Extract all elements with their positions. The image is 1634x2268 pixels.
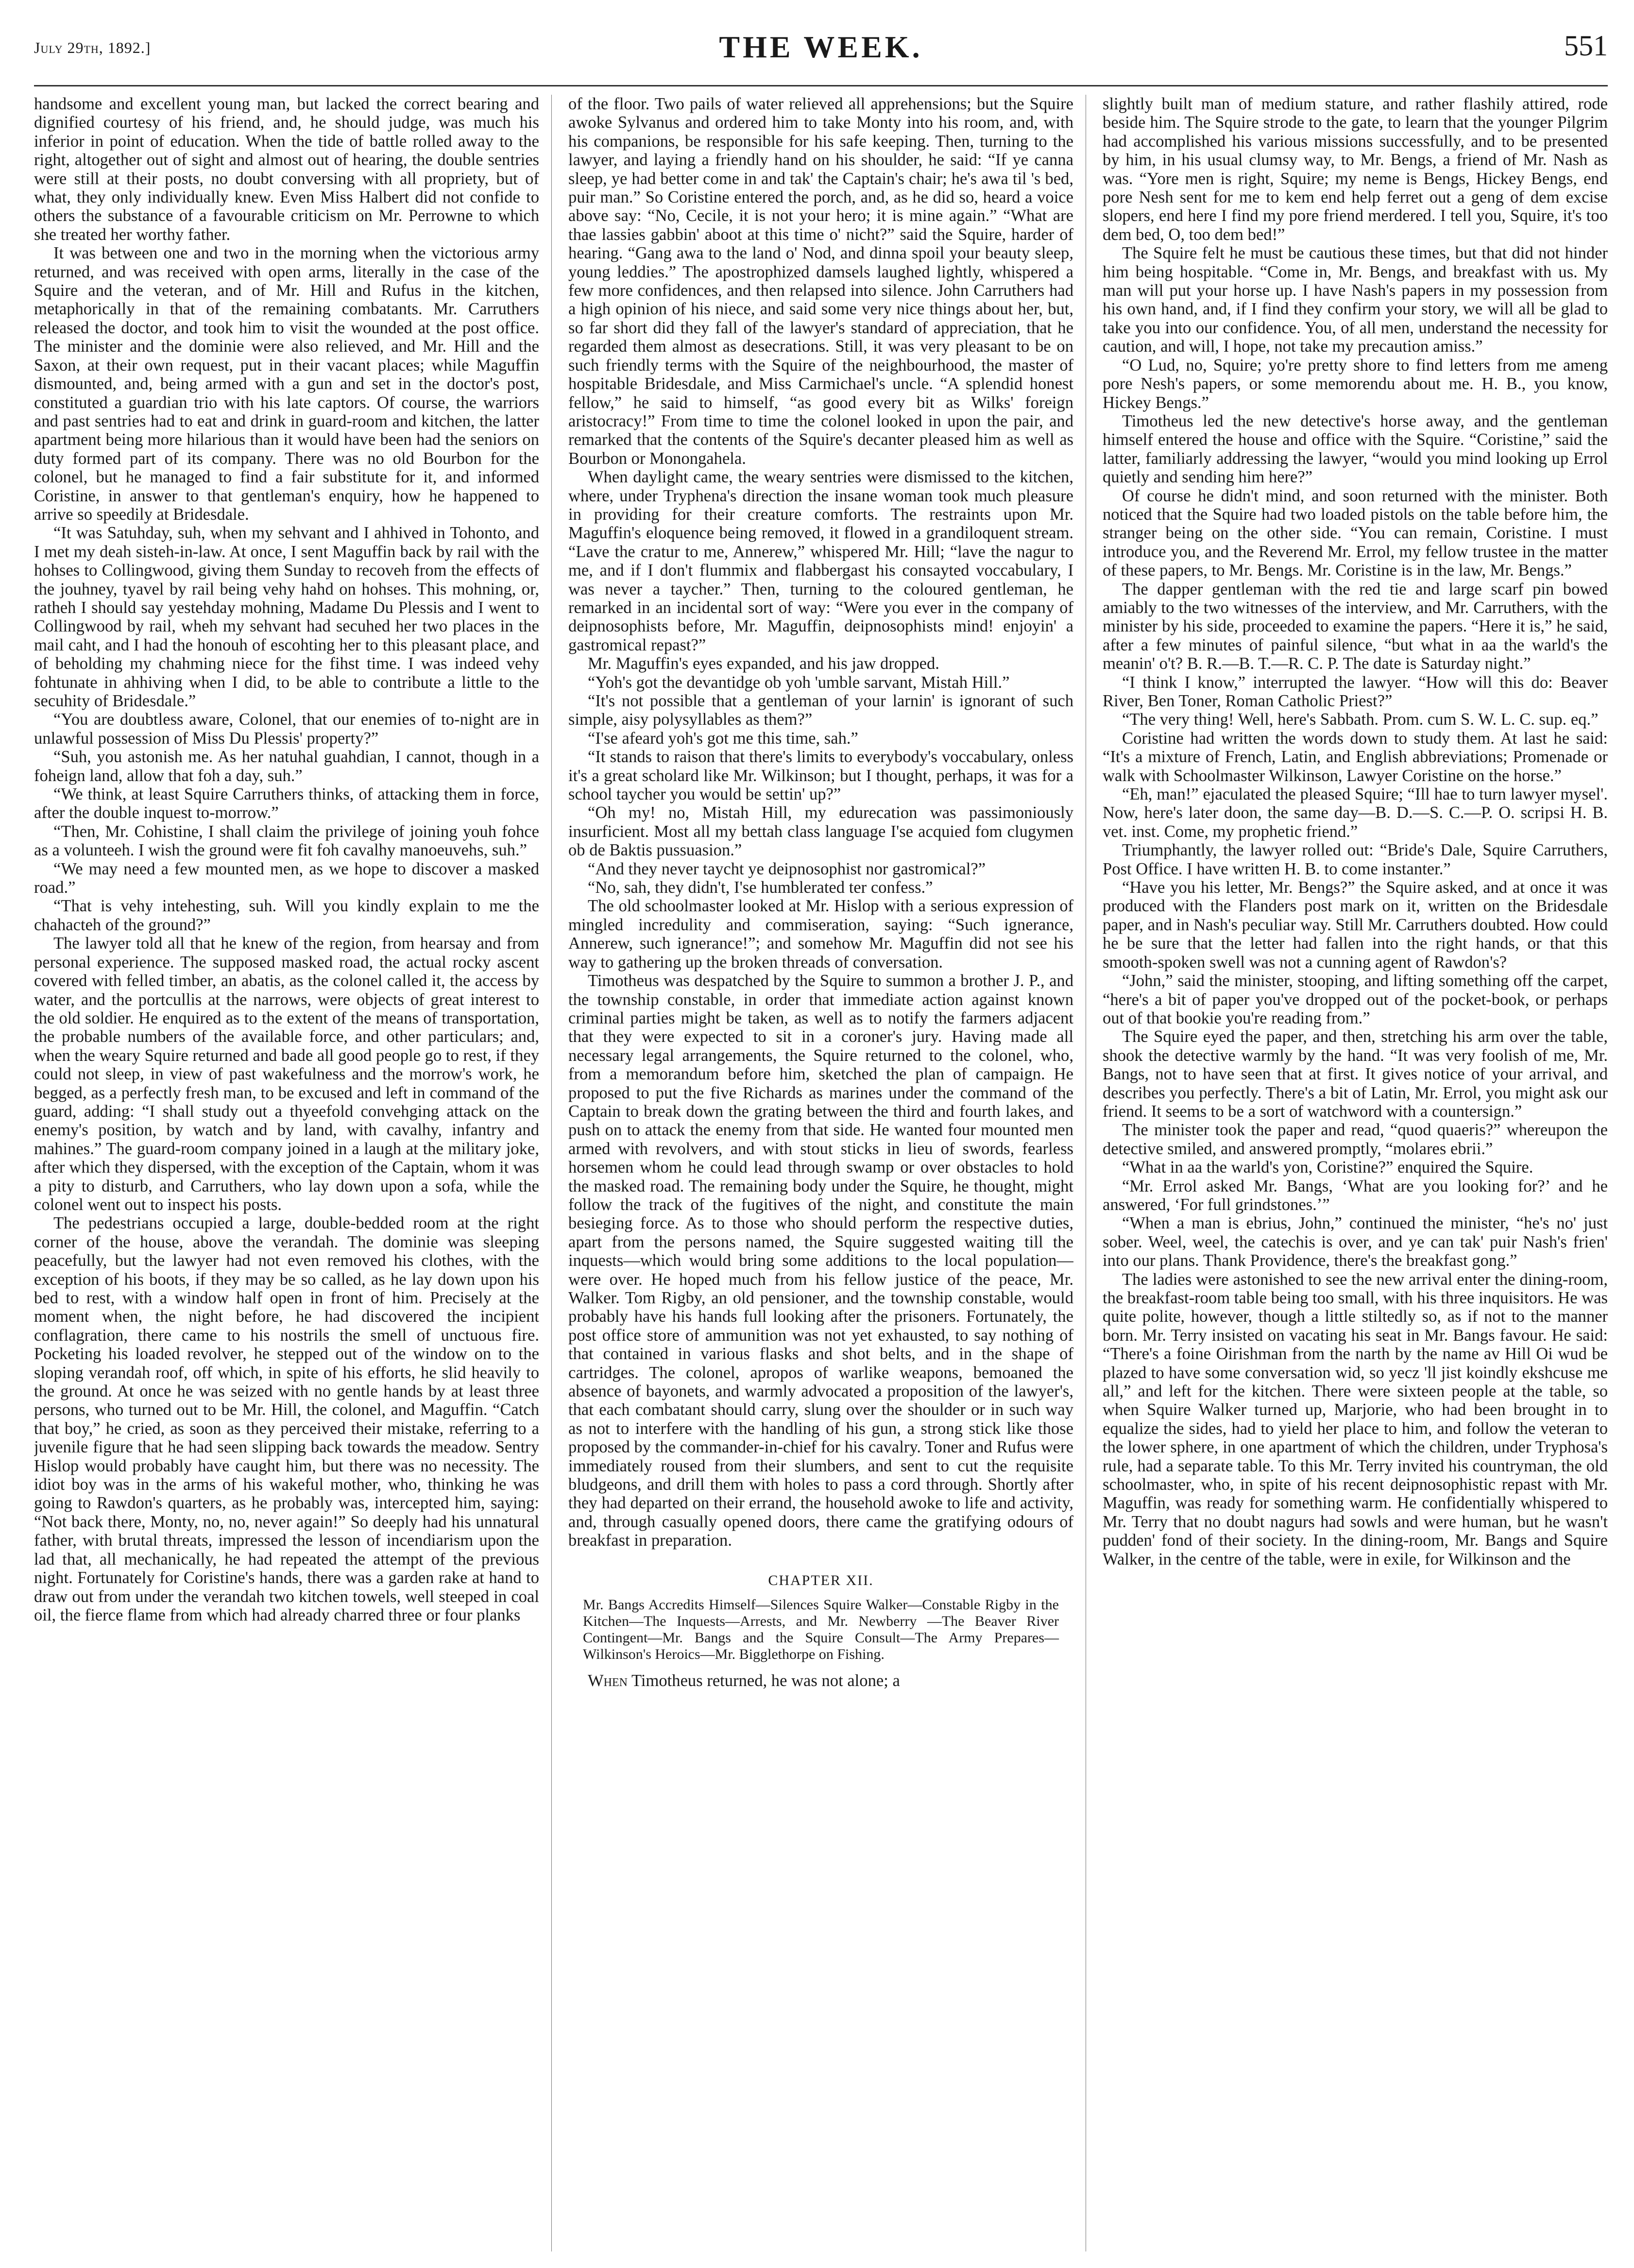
paragraph: Coristine had written the words down to study them. At last he said: “It's a mixture of French, Latin, and English abbreviations; Promenade or walk with Schoolmaster Wilkinson, Lawyer Coristine on the horse.” xyxy=(1103,729,1608,785)
masthead xyxy=(34,19,1608,78)
header-rule xyxy=(34,85,1608,86)
chapter-synopsis: Mr. Bangs Accredits Himself—Silences Squire Walker—Constable Rigby in the Kitchen—The Inquests—Arrests, and Mr. Newberry —The Beaver River Contingent—Mr. Bangs and the Squire Consult—The Army Prepares—Wilkinson's Heroics—Mr. Bigglethorpe on Fishing. xyxy=(583,1597,1059,1663)
paragraph: “Have you his letter, Mr. Bengs?” the Squire asked, and at once it was produced with the Flanders post mark on it, written on the Bridesdale paper, and in Nash's peculiar way. Still Mr. Carruthers doubted. How could he be sure that the letter had fallen into the right hands, or that this smooth-spoken swell was not a cunning agent of Rawdon's? xyxy=(1103,878,1608,972)
paragraph: “It was Satuhday, suh, when my sehvant and I ahhived in Tohonto, and I met my deah sisteh-in-law. At once, I sent Maguffin back by rail with the hohses to Collingwood, giving them Sunday to recoveh from the effects of the jouhney, tyavel by rail being vehy hahd on hohses. This mohning, or, ratheh I should say yestehday mohning, Madame Du Plessis and I went to Collingwood by rail, wheh my sehvant had secuhed her two places in the mail caht, and I had the honouh of escohting her to this pleasant place, and of beholding my chahming niece for the fihst time. I was indeed vehy fohtunate in ahhiving when I did, to be able to contribute a little to the secuhity of Bridesdale.” xyxy=(34,524,539,710)
paragraph: “That is vehy intehesting, suh. Will you kindly explain to me the chahacteh of the ground?” xyxy=(34,897,539,934)
paragraph: “And they never taycht ye deipnosophist nor gastromical?” xyxy=(588,859,986,878)
chapter-opening xyxy=(568,1671,1073,1690)
paragraph: When daylight came, the weary sentries were dismissed to the kitchen, where, under Tryphena's direction the insane woman took much pleasure in providing for their creature comforts. The restraints upon Mr. Maguffin's eloquence being removed, it flowed in a grandiloquent stream. “Lave the cratur to me, Annerew,” whispered Mr. Hill; “lave the nagur to me, and if I don't flummix and flabbergast his consayted voccabulary, I was never a taycher.” Then, turning to the coloured gentleman, he remarked in an incidental sort of way: “Were you ever in the company of deipnosophists before, Mr. Maguffin, deipnosophists mind! enjoyin' a gastromical repast?” xyxy=(568,468,1073,654)
paragraph: “John,” said the minister, stooping, and lifting something off the carpet, “here's a bit of paper you've dropped out of the pocket-book, or perhaps out of that bookie you're reading from.” xyxy=(1103,972,1608,1027)
paragraph: “We may need a few mounted men, as we hope to discover a masked road.” xyxy=(34,859,539,897)
paragraph: The old schoolmaster looked at Mr. Hislop with a serious expression of mingled incredulity and commiseration, saying: “Such ignerance, Annerew, such ignerance!”; and somehow Mr. Maguffin did not see his way to gathering up the broken threads of conversation. xyxy=(568,897,1073,972)
paragraph: Mr. Maguffin's eyes expanded, and his jaw dropped. xyxy=(588,654,939,673)
paragraph: The Squire eyed the paper, and then, stretching his arm over the table, shook the detective warmly by the hand. “It was very foolish of me, Mr. Bangs, not to have seen that at first. It gives notice of your arrival, and describes you perfectly. There's a bit of Latin, Mr. Errol, you might ask our friend. It seems to be a sort of watchword with a countersign.” xyxy=(1103,1027,1608,1121)
paragraph: “What in aa the warld's yon, Coristine?” enquired the Squire. xyxy=(1122,1158,1533,1177)
paragraph: “No, sah, they didn't, I'se humblerated ter confess.” xyxy=(588,878,933,897)
page-number: 551 xyxy=(1564,30,1608,62)
column-3 xyxy=(1103,95,1608,2251)
paragraph: “We think, at least Squire Carruthers thinks, of attacking them in force, after the double inquest to-morrow.” xyxy=(34,785,539,822)
paragraph: “I think I know,” interrupted the lawyer. “How will this do: Beaver River, Ben Toner, Roman Catholic Priest?” xyxy=(1103,673,1608,710)
paragraph: The dapper gentleman with the red tie and large scarf pin bowed amiably to the two witnesses of the interview, and Mr. Carruthers, with the minister by his side, proceeded to examine the papers. “Here it is,” he said, after a few minutes of painful silence, “but what in aa the warld's the meanin' o't? B. R.—B. T.—R. C. P. The date is Saturday night.” xyxy=(1103,580,1608,673)
paragraph: The lawyer told all that he knew of the region, from hearsay and from personal experience. The supposed masked road, the actual rocky ascent covered with felled timber, an abatis, as the colonel called it, the access by water, and the portcullis at the narrows, were objects of great interest to the old soldier. He enquired as to the extent of the means of transportation, the probable numbers of the available force, and other particulars; and, when the weary Squire returned and bade all good people go to rest, if they could not sleep, in view of past wakefulness and the morrow's work, he begged, as a perfectly fresh man, to be excused and left in command of the guard, adding: “I shall study out a thyeefold convehging attack on the enemy's position, by watch and by land, with cavalhy, infantry and mahines.” The guard-room company joined in a laugh at the military joke, after which they dispersed, with the exception of the Captain, whom it was a pity to disturb, and Carruthers, who lay down upon a sofa, while the colonel went out to inspect his posts. xyxy=(34,934,539,1214)
paragraph: It was between one and two in the morning when the victorious army returned, and was received with open arms, literally in the case of the Squire and the veteran, and of Mr. Hill and Rufus in the kitchen, metaphorically in that of the remaining combatants. Mr. Carruthers released the doctor, and took him to visit the wounded at the post office. The minister and the dominie were also relieved, and Mr. Hill and the Saxon, at their own request, put in their vacant places; while Maguffin dismounted, and, being armed with a gun and set in the doctor's post, constituted a guardian trio with his late captors. Of course, the warriors and past sentries had to eat and drink in guard-room and kitchen, the latter apartment being more hilarious than it would have been had the seniors on duty formed part of its company. There was no old Bourbon for the colonel, but he managed to find a fair substitute for it, and informed Coristine, in answer to that gentleman's enquiry, how he happened to arrive so speedily at Bridesdale. xyxy=(34,244,539,524)
paragraph: “Eh, man!” ejaculated the pleased Squire; “Ill hae to turn lawyer mysel'. Now, here's later doon, the same day—B. D.—S. C.—P. O. scripsi H. B. vet. inst. Come, my prophetic friend.” xyxy=(1103,785,1608,841)
paragraph: “It's not possible that a gentleman of your larnin' is ignorant of such simple, aisy polysyllables as them?” xyxy=(568,692,1073,729)
paragraph: The pedestrians occupied a large, double-bedded room at the right corner of the house, above the verandah. The dominie was sleeping peacefully, but the lawyer had not even removed his clothes, with the exception of his boots, if they may be so called, as he lay down upon his bed to rest, with a window half open in front of him. Precisely at the moment when, the night before, he had discovered the incipient conflagration, there came to his nostrils the smell of unctuous fire. Pocketing his loaded revolver, he stepped out of the window on to the sloping verandah roof, off which, in spite of his efforts, he slid heavily to the ground. At once he was seized with no gentle hands by at least three persons, who turned out to be Mr. Hill, the colonel, and Maguffin. “Catch that boy,” he cried, as soon as they perceived their mistake, referring to a juvenile figure that he had seen slipping back towards the meadow. Sentry Hislop would probably have caught him, but there was no necessity. The idiot boy was in the arms of his wakeful mother, who, thinking he was going to Rawdon's quarters, as he probably was, intercepted him, saying: “Not back there, Monty, no, no, never again!” So deeply had his unnatural father, with brutal threats, impressed the lesson of incendiarism upon the lad that, all mechanically, he had repeated the attempt of the previous night. Fortunately for Coristine's hands, there was a garden rake at hand to draw out from under the verandah two kitchen towels, well steeped in coal oil, the fierce flame from which had already charred three or four planks xyxy=(34,1214,539,1624)
publication-title: THE WEEK. xyxy=(719,30,923,64)
paragraph: “Then, Mr. Cohistine, I shall claim the privilege of joining youh fohce as a volunteeh. I wish the ground were fit foh cavalhy manoeuvehs, suh.” xyxy=(34,822,539,860)
paragraph: Of course he didn't mind, and soon returned with the minister. Both noticed that the Squire had two loaded pistols on the table before him, the stranger being on the other side. “You can remain, Coristine. I must introduce you, and the Reverend Mr. Errol, my fellow trustee in the matter of these papers, to Mr. Bengs. Mr. Coristine is in the law, Mr. Bengs.” xyxy=(1103,486,1608,580)
paragraph: The minister took the paper and read, “quod quaeris?” whereupon the detective smiled, and answered promptly, “molares ebrii.” xyxy=(1103,1121,1608,1158)
issue-date: July 29th, 1892.] xyxy=(34,39,151,56)
opening-word: When xyxy=(588,1671,628,1690)
paragraph: The Squire felt he must be cautious these times, but that did not hinder him being hospitable. “Come in, Mr. Bengs, and breakfast with us. My man will put your horse up. I have Nash's papers in my possession from his own hand, and, if I find they confirm your story, we will all be glad to take you into our confidence. You, of all men, understand the necessity for caution, and will, I hope, not take my precaution amiss.” xyxy=(1103,244,1608,356)
paragraph: “I'se afeard yoh's got me this time, sah.” xyxy=(588,729,858,748)
paragraph: “Oh my! no, Mistah Hill, my edurecation was passimoniously insurficient. Most all my bettah class language I'se acquied fom clugymen ob de Baktis pussuasion.” xyxy=(568,803,1073,860)
paragraph: “O Lud, no, Squire; yo're pretty shore to find letters from me ameng pore Nesh's papers, or some memorendu about me. H. B., you know, Hickey Bengs.” xyxy=(1103,356,1608,412)
paragraph: “You are doubtless aware, Colonel, that our enemies of to-night are in unlawful possession of Miss Du Plessis' property?” xyxy=(34,710,539,748)
column-2 xyxy=(568,95,1073,2251)
paragraph: The ladies were astonished to see the new arrival enter the dining-room, the breakfast-room table being too small, with his three inquisitors. He was quite polite, however, though a little stiltedly so, as if not to the manner born. Mr. Terry insisted on vacating his seat in Mr. Bangs favour. He said: “There's a foine Oirishman from the narth by the name av Hill Oi wud be plazed to have some conversation wid, so yecz 'll jist koindly ekshcuse me all,” and left for the kitchen. There were sixteen people at the table, so when Squire Walker turned up, Marjorie, who had been brought in to equalize the sides, had to yield her place to him, and follow the veteran to the lower sphere, in one apartment of which the children, under Tryphosa's rule, had a separate table. To this Mr. Terry invited his countryman, the old schoolmaster, who, in spite of his recent deipnosophistic repast with Mr. Maguffin, was ready for something warm. He confidentially whispered to Mr. Terry that no doubt nagurs had sowls and were human, but he wasn't pudden' fond of their society. In the dining-room, Mr. Bangs and Squire Walker, in the centre of the table, were in exile, for Wilkinson and the xyxy=(1103,1270,1608,1569)
paragraph: slightly built man of medium stature, and rather flashily attired, rode beside him. The Squire strode to the gate, to learn that the younger Pilgrim had accomplished his various missions successfully, and to be presented by him, in his usual clumsy way, to Mr. Bengs, a friend of Mr. Nash as was. “Yore men is right, Squire; my neme is Bengs, Hickey Bengs, end pore Nesh sent for me to kem end help ferret out a geng of dem excise slopers, end here I find my pore friend merdered. I tell you, Squire, it's too dem bed, O, too dem bed!” xyxy=(1103,95,1608,244)
paragraph: handsome and excellent young man, but lacked the correct bearing and dignified courtesy of his friend, and, he should judge, was much his inferior in point of education. When the tide of battle rolled away to the right, altogether out of sight and almost out of hearing, the double sentries were still at their posts, no doubt conversing with all propriety, but of what, they only individually knew. Even Miss Halbert did not confide to others the substance of a favourable criticism on Mr. Perrowne to which she treated her worthy father. xyxy=(34,95,539,244)
paragraph: of the floor. Two pails of water relieved all apprehensions; but the Squire awoke Sylvanus and ordered him to take Monty into his room, and, with his companions, be responsible for his safe keeping. Then, turning to the lawyer, and laying a friendly hand on his shoulder, he said: “If ye canna sleep, ye had better come in and tak' the Captain's chair; he's awa til 's bed, puir man.” So Coristine entered the porch, and, as he did so, heard a voice above say: “No, Cecile, it is not your hero; it is mine again.” “What are thae lassies gabbin' aboot at this time o' nicht?” said the Squire, harder of hearing. “Gang awa to the land o' Nod, and dinna spoil your beauty sleep, young leddies.” The apostrophized damsels laughed lightly, whispered a few more confidences, and then relapsed into silence. John Carruthers had a high opinion of his niece, and said some very nice things about her, but, so far short did they fall of the lawyer's standard of appreciation, that he regarded them almost as desecrations. Still, it was very pleasant to be on such friendly terms with the Squire of the neighbourhood, the master of hospitable Bridesdale, and Miss Carmichael's uncle. “A splendid honest fellow,” he said to himself, “as good every bit as Wilks' foreign aristocracy!” From time to time the colonel looked in upon the pair, and remarked that the contents of the Squire's decanter pleased him as well as Bourbon or Monongahela. xyxy=(568,95,1073,468)
paragraph: “When a man is ebrius, John,” continued the minister, “he's no' just sober. Weel, weel, the catechis is over, and ye can tak' puir Nash's frien' into our plans. Thank Providence, there's the breakfast gong.” xyxy=(1103,1214,1608,1270)
paragraph: “The very thing! Well, here's Sabbath. Prom. cum S. W. L. C. sup. eq.” xyxy=(1122,710,1599,729)
paragraph: “Suh, you astonish me. As her natuhal guahdian, I cannot, though in a foheign land, allow that foh a day, suh.” xyxy=(34,748,539,785)
chapter-heading: CHAPTER XII. xyxy=(768,1572,874,1588)
paragraph: “It stands to raison that there's limits to everybody's voccabulary, onless it's a great scholard like Mr. Wilkinson; but I thought, perhaps, it was for a school taycher you would be settin' up?” xyxy=(568,748,1073,804)
column-1 xyxy=(34,95,539,2251)
paragraph: Triumphantly, the lawyer rolled out: “Bride's Dale, Squire Carruthers, Post Office. I have written H. B. to come instanter.” xyxy=(1103,841,1608,878)
paragraph: Timotheus was despatched by the Squire to summon a brother J. P., and the township constable, in order that immediate action against known criminal parties might be taken, as well as to notify the farmers adjacent that they were expected to sit in a coroner's jury. Having made all necessary legal arrangements, the Squire returned to the colonel, who, from a memorandum before him, sketched the plan of campaign. He proposed to put the five Richards as marines under the command of the Captain to break down the grating between the third and fourth lakes, and push on to attack the enemy from that side. He wanted four mounted men armed with revolvers, and with stout sticks in lieu of swords, fearless horsemen whom he could lead through swamp or over obstacles to hold the masked road. The remaining body under the Squire, he thought, might follow the track of the fugitives of the night, and constitute the main besieging force. As to those who should perform the respective duties, apart from the persons named, the Squire suggested waiting till the inquests—which would bring some additions to the local population—were over. He hoped much from his fellow justice of the peace, Mr. Walker. Tom Rigby, an old pensioner, and the township constable, would probably have his hands full looking after the prisoners. Fortunately, the post office store of ammunition was not yet exhausted, to say nothing of that contained in various flasks and shot belts, and in the shape of cartridges. The colonel, apropos of warlike weapons, bemoaned the absence of bayonets, and warmly advocated a proposition of the lawyer's, that each combatant should carry, slung over the shoulder or in such way as not to interfere with the handling of his gun, a strong stick like those proposed by the commander-in-chief for his cavalry. Toner and Rufus were immediately roused from their slumbers, and sent to cut the requisite bludgeons, and drill them with holes to pass a cord through. Shortly after they had departed on their errand, the household awoke to life and activity, and, through casually opened doors, there came the gratifying odours of breakfast in preparation. xyxy=(568,972,1073,1550)
paragraph: Timotheus led the new detective's horse away, and the gentleman himself entered the house and office with the Squire. “Coristine,” said the latter, familiarly addressing the lawyer, “would you mind looking up Errol quietly and sending him here?” xyxy=(1103,411,1608,487)
paragraph: “Yoh's got the devantidge ob yoh 'umble sarvant, Mistah Hill.” xyxy=(588,673,1010,692)
column-divider xyxy=(551,95,552,2251)
paragraph: “Mr. Errol asked Mr. Bangs, ‘What are you looking for?’ and he answered, ‘For full grindstones.’” xyxy=(1103,1177,1608,1214)
opening-text: Timotheus returned, he was not alone; a xyxy=(627,1671,900,1690)
